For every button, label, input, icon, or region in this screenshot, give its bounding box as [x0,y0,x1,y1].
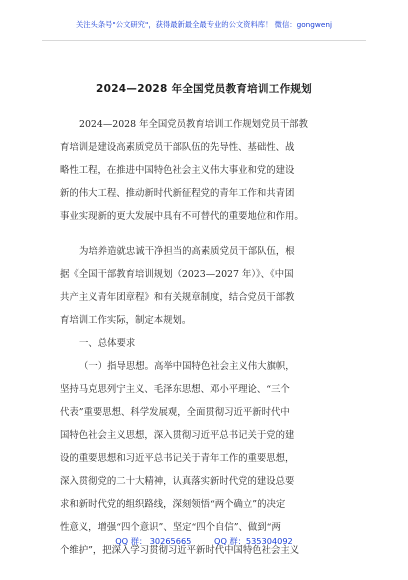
paragraph-line: 设的重要思想和习近平总书记关于青年工作的重要思想， [60,453,295,464]
paragraph-line: 为培养造就忠诚干净担当的高素质党员干部队伍，根 [79,246,295,257]
document-title: 2024—2028 年全国党员教育培训工作规划 [95,83,312,95]
paragraph-line: 新的伟大工程、推动新时代新征程党的青年工作和共青团 [60,188,295,199]
paragraph-line: 国特色社会主义思想，深入贯彻习近平总书记关于党的建 [60,430,295,441]
document-body [60,113,356,562]
footer-contact [0,536,408,547]
paragraph-line: 育培训工作实际，制定本规划。 [60,315,192,326]
header-divider [42,40,366,41]
paragraph-line: 深入贯彻党的二十大精神，认真落实新时代党的建设总要 [60,476,295,487]
footer-qq-group-1: QQ 群： 30265665 [115,536,192,546]
header-banner: 关注头条号"公文研究"，获得最新最全最专业的公文资料库！ 微信：gongwenj [75,20,333,29]
paragraph-line: 性意义，增强“四个意识”、坚定“四个自信”、做到“两 [60,522,281,533]
paragraph-line: 事业实现新的更大发展中具有不可替代的重要地位和作用。 [60,211,304,222]
paragraph-line: 个维护”，把深入学习贯彻习近平新时代中国特色社会主义 [60,545,300,556]
section-heading: 一、总体要求 [79,338,136,349]
paragraph-line: 育培训是建设高素质党员干部队伍的先导性、基础性、战 [60,142,295,153]
footer-qq-group-2: QQ 群：535304092 [214,536,293,546]
paragraph-line: 坚持马克思列宁主义、毛泽东思想、邓小平理论、“三个 [60,384,290,395]
paragraph-line: 代表”重要思想、科学发展观，全面贯彻习近平新时代中 [60,407,290,418]
paragraph-line: 略性工程，在推进中国特色社会主义伟大事业和党的建设 [60,165,295,176]
paragraph-line: 求和新时代党的组织路线，深刻领悟“两个确立”的决定 [60,499,286,510]
paragraph-line: 2024—2028 年全国党员教育培训工作规划党员干部教 [79,119,308,130]
paragraph-line: 共产主义青年团章程》和有关规章制度，结合党员干部教 [60,292,295,303]
paragraph-line: 据《全国干部教育培训规划（2023—2027 年）》、《中国 [60,269,294,280]
paragraph-line: （一）指导思想。高举中国特色社会主义伟大旗帜， [79,361,295,372]
